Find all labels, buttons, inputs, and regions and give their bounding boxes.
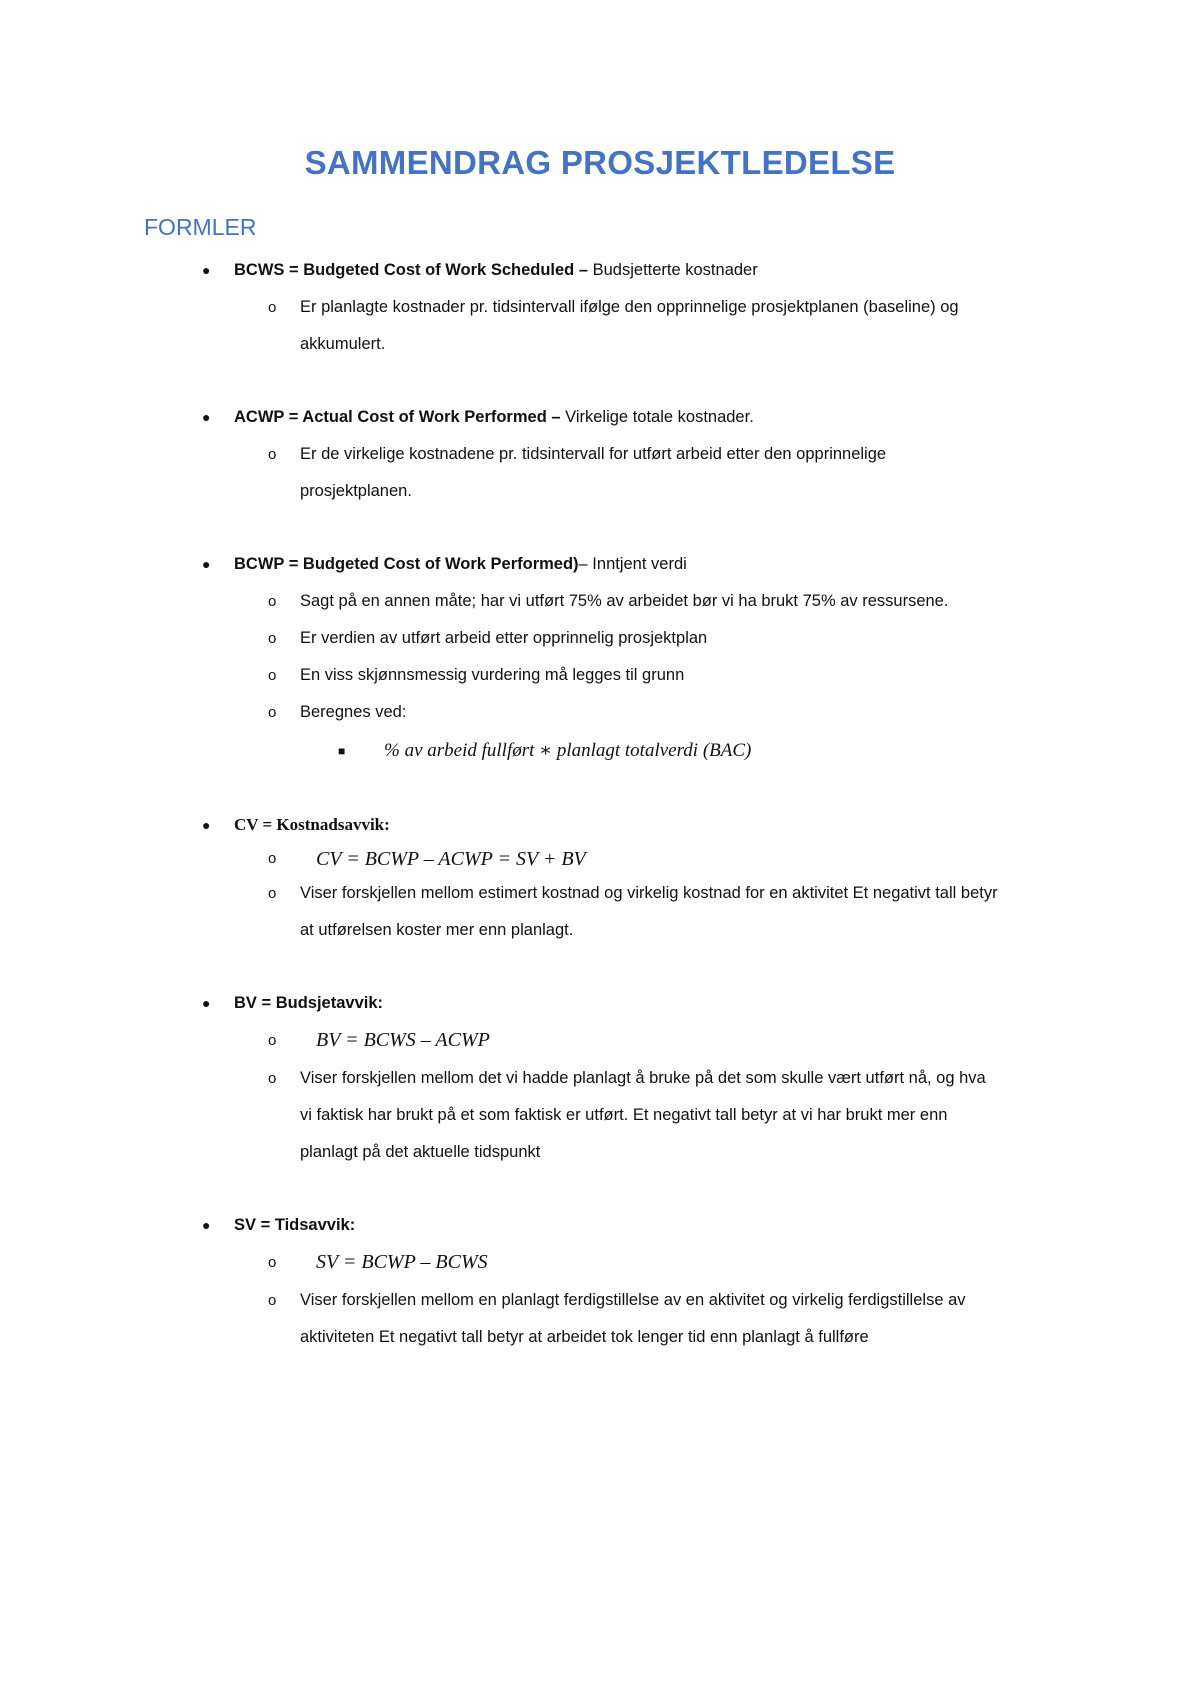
section-heading: FORMLER [144,214,257,240]
formula-cv: CV = BCWP – ACWP = SV + BV [316,848,586,870]
circle-bullet-icon: o [268,1292,277,1309]
page-title: SAMMENDRAG PROSJEKTLEDELSE [304,144,896,181]
term-acwp: ACWP = Actual Cost of Work Performed – [234,408,561,426]
list-item-cv [202,807,1000,949]
list-item-bcwp [202,546,1000,771]
bullet-icon: ● [202,1217,211,1233]
desc-bcwp: – Inntjent verdi [578,555,687,573]
term-bcwp: BCWP = Budgeted Cost of Work Performed) [234,555,579,573]
circle-bullet-icon: o [268,667,277,684]
bullet-icon: ● [202,409,211,425]
sub-item-text: Viser forskjellen mellom det vi hadde planlagt å bruke på det som skulle vært utført nå, og hva vi faktisk har brukt på et som faktisk er utført. Et negativt tall betyr at vi har brukt mer enn planlagt på det aktuelle tidspunkt [300,1069,986,1161]
sub-item [268,1244,1000,1282]
sub-sub-item [338,731,1000,771]
sub-item-text: Sagt på en annen måte; har vi utført 75% av arbeidet bør vi ha brukt 75% av ressursene. [300,592,949,610]
circle-bullet-icon: o [268,885,277,902]
circle-bullet-icon: o [268,1032,277,1049]
circle-bullet-icon: o [268,850,277,867]
sub-item-text: Viser forskjellen mellom estimert kostnad og virkelig kostnad for en aktivitet Et negativt tall betyr at utførelsen koster mer enn planlagt. [300,884,998,939]
list-item-bcws [202,252,1000,363]
sub-item [268,1060,1000,1171]
bullet-icon: ● [202,262,211,278]
list-item-bv [202,985,1000,1171]
sub-item [268,844,1000,875]
sub-item [268,1022,1000,1060]
bullet-icon: ● [202,995,211,1011]
term-bv: BV = Budsjetavvik: [234,994,384,1012]
formula-bv: BV = BCWS – ACWP [316,1029,490,1051]
sub-item-text: En viss skjønnsmessig vurdering må legges til grunn [300,666,685,684]
sub-item-text: Viser forskjellen mellom en planlagt ferdigstillelse av en aktivitet og virkelig ferdigstillelse av aktiviteten Et negativt tall betyr at arbeidet tok lenger tid enn planlagt å fullføre [300,1291,966,1346]
sub-item-text: Er planlagte kostnader pr. tidsintervall ifølge den opprinnelige prosjektplanen (baseline) og akkumulert. [300,298,959,353]
sub-item [268,694,1000,731]
formula-sv: SV = BCWP – BCWS [316,1251,488,1273]
bullet-icon: ● [202,556,211,572]
circle-bullet-icon: o [268,299,277,316]
sub-item-text: Er de virkelige kostnadene pr. tidsintervall for utført arbeid etter den opprinnelige prosjektplanen. [300,445,887,500]
formula-bac: % av arbeid fullført ∗ planlagt totalverdi (BAC) [384,740,752,761]
sub-item [268,875,1000,949]
bullet-icon: ● [202,817,211,833]
formula-list [0,252,1200,1356]
square-bullet-icon: ■ [338,744,346,758]
term-bcws: BCWS = Budgeted Cost of Work Scheduled – [234,261,589,279]
sub-item [268,657,1000,694]
desc-acwp: Virkelige totale kostnader. [560,408,754,426]
list-item-sv [202,1207,1000,1356]
sub-item [268,1282,1000,1356]
sub-item-text: Er verdien av utført arbeid etter opprinnelig prosjektplan [300,629,708,647]
sub-item [268,583,1000,620]
circle-bullet-icon: o [268,446,277,463]
sub-item [268,620,1000,657]
sub-item [268,289,1000,363]
circle-bullet-icon: o [268,1254,277,1271]
term-cv: CV = Kostnadsavvik: [234,815,390,834]
sub-item [268,436,1000,510]
circle-bullet-icon: o [268,593,277,610]
circle-bullet-icon: o [268,1070,277,1087]
circle-bullet-icon: o [268,704,277,721]
list-item-acwp [202,399,1000,510]
circle-bullet-icon: o [268,630,277,647]
sub-item-text: Beregnes ved: [300,703,407,721]
desc-bcws: Budsjetterte kostnader [588,261,758,279]
term-sv: SV = Tidsavvik: [234,1216,356,1234]
